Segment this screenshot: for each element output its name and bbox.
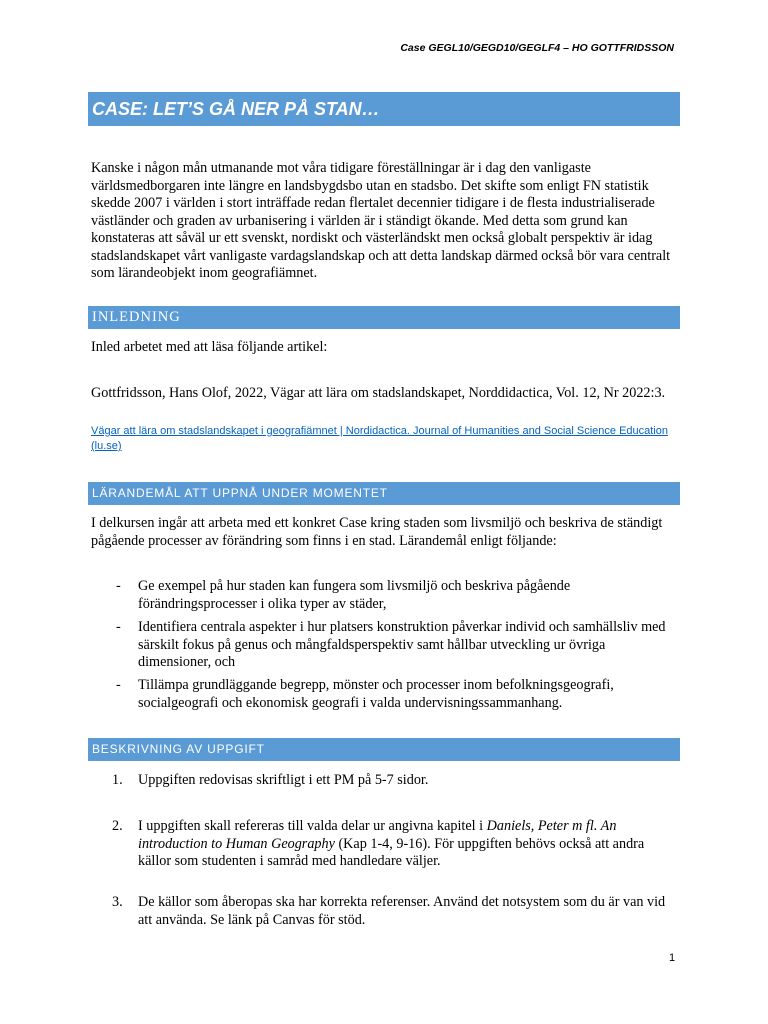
article-link[interactable]: Vägar att lära om stadslandskapet i geografiämnet | Nordidactica. Journal of Humanities and Social Science Education (lu.se) [91, 425, 669, 452]
article-reference: Gottfridsson, Hans Olof, 2022, Vägar att lära om stadslandskapet, Norddidactica, Vol. 12, Nr 2022:3. [91, 385, 666, 401]
bullet-marker: - [116, 677, 121, 693]
item-text [138, 818, 668, 871]
item-text: Uppgiften redovisas skriftligt i ett PM på 5-7 sidor. [138, 772, 429, 788]
section-heading-uppgift: BESKRIVNING AV UPPGIFT [88, 738, 680, 761]
section-heading-larandemal: LÄRANDEMÅL ATT UPPNÅ UNDER MOMENTET [88, 482, 680, 505]
item-number: 2. [112, 818, 123, 834]
inledning-text: Inled arbetet med att läsa följande artikel: [91, 339, 328, 355]
bullet-marker: - [116, 578, 121, 594]
intro-paragraph: Kanske i någon mån utmanande mot våra tidigare föreställningar är i dag den vanligaste världsmedborgaren inte längre en landsbygdsbo utan en stadsbo. Det skifte som enligt FN statistik skedde 2007 i världen i stort inträffade redan flertalet decennier tidigare i de flesta industrialiserade västländer och graden av urbanisering i världen är i ständigt ökande. Med detta som grund kan konstateras att såväl ur ett svenskt, nordiskt och västerländskt men också globalt perspektiv är idag stadslandskapet vårt vanligaste vardagslandskap och att detta landskap därmed också bör vara centralt som lärandeobjekt inom geografiämnet. [91, 160, 671, 281]
bullet-marker: - [116, 619, 121, 635]
larandemal-text: I delkursen ingår att arbeta med ett konkret Case kring staden som livsmiljö och beskriva de ständigt pågående processer av förändring som finns i en stad. Lärandemål enligt följande: [91, 515, 663, 549]
item-text: De källor som åberopas ska har korrekta referenser. Använd det notsystem som du är van vid att använda. Se länk på Canvas för stöd. [138, 894, 666, 928]
item-text-post: (Kap 1-4, 9-16). För uppgiften behövs också att andra källor som studenten i samråd med handledare väljer. [138, 835, 645, 869]
book-title: Daniels, Peter m fl. An introduction to Human Geography [138, 818, 617, 852]
page-number: 1 [669, 952, 676, 964]
item-text-pre: I uppgiften skall refereras till valda delar ur angivna kapitel i [138, 818, 487, 834]
section-heading-inledning: INLEDNING [88, 306, 680, 329]
item-number: 3. [112, 894, 123, 910]
list-item-text: Identifiera centrala aspekter i hur platsers konstruktion påverkar individ och samhällsliv med särskilt fokus på genus och mångfaldsperspektiv samt hållbar utveckling ur övriga dimensioner, och [138, 619, 666, 670]
list-item-text: Ge exempel på hur staden kan fungera som livsmiljö och beskriva pågående förändringsprocesser i olika typer av städer, [138, 578, 571, 612]
item-number: 1. [112, 772, 123, 788]
list-item-text: Tillämpa grundläggande begrepp, mönster och processer inom befolkningsgeografi, socialgeografi och ekonomisk geografi i valda undervisningssammanhang. [138, 677, 614, 711]
document-title: CASE: LET’S GÅ NER PÅ STAN… [88, 92, 680, 126]
running-header: Case GEGL10/GEGD10/GEGLF4 – HO GOTTFRIDSSON [400, 42, 674, 54]
